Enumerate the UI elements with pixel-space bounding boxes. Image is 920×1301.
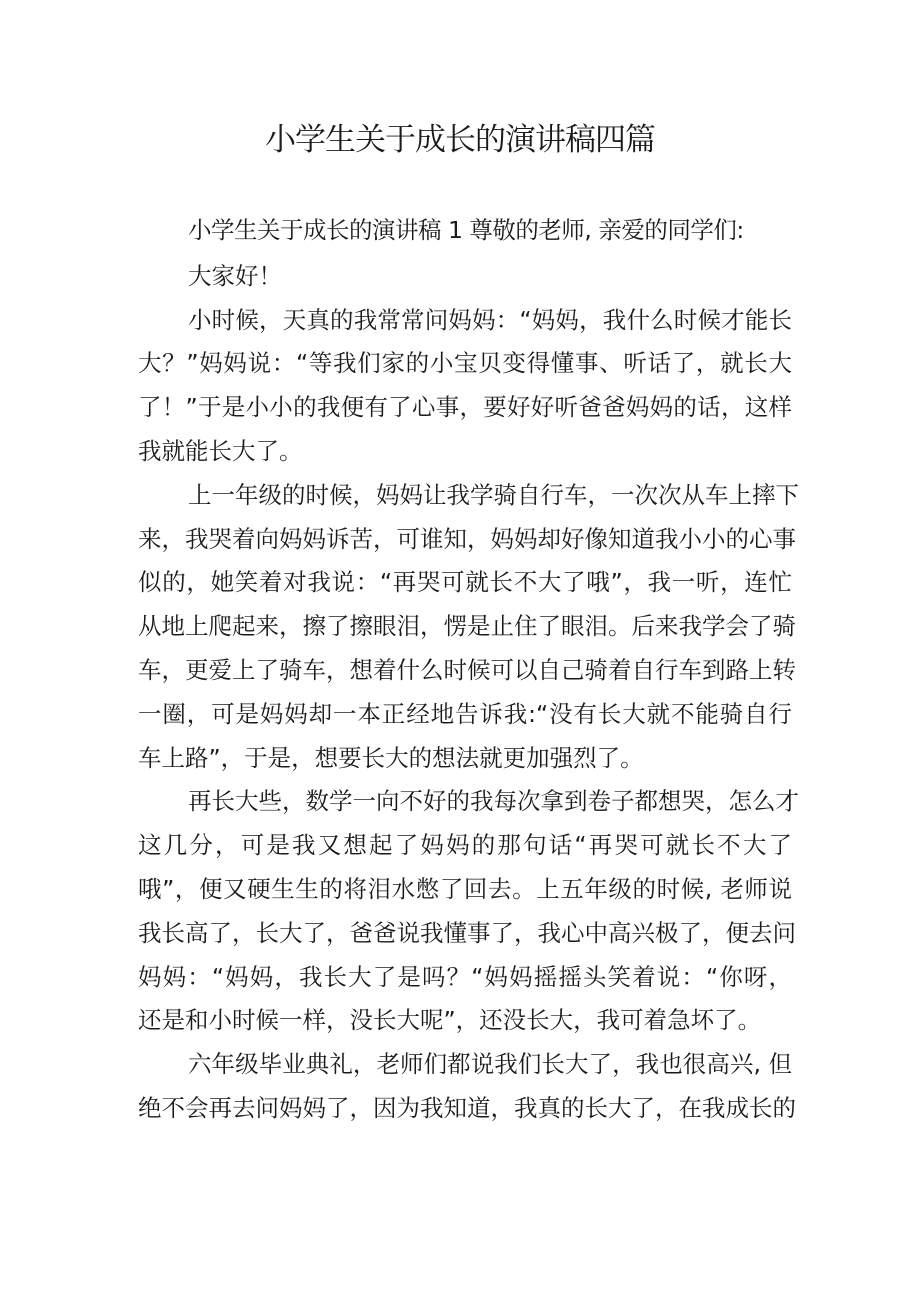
text-line: 小时候，天真的我常常问妈妈：“妈妈，我什么时候才能长 <box>188 305 792 334</box>
paragraph-hello <box>138 255 792 299</box>
paragraph-math <box>138 780 799 1043</box>
text-line: 我长高了，长大了，爸爸说我懂事了，我心中高兴极了，便去问 <box>138 918 796 947</box>
text-line: 似的，她笑着对我说：“再哭可就长不大了哦”，我一听，连忙 <box>138 568 792 597</box>
text-line: 大？”妈妈说：“等我们家的小宝贝变得懂事、听话了，就长大 <box>138 349 792 378</box>
paragraph-bicycle <box>138 474 799 781</box>
text-line: 六年级毕业典礼，老师们都说我们长大了，我也很高兴, 但 <box>188 1050 792 1079</box>
text-line: 来，我哭着向妈妈诉苦，可谁知，妈妈却好像知道我小小的心事 <box>138 524 796 553</box>
text-line: 绝不会再去问妈妈了，因为我知道，我真的长大了，在我成长的 <box>138 1093 796 1122</box>
paragraph-graduation <box>138 1043 796 1131</box>
text-line: 了！”于是小小的我便有了心事，要好好听爸爸妈妈的话，这样 <box>138 393 792 422</box>
text-line: 我就能长大了。 <box>138 436 303 465</box>
text-line: 从地上爬起来，擦了擦眼泪，愣是止住了眼泪。后来我学会了骑 <box>138 612 796 641</box>
text-line: 再长大些，数学一向不好的我每次拿到卷子都想哭，怎么才 <box>188 787 799 816</box>
text-line: 大家好！ <box>188 261 282 290</box>
paragraph-childhood <box>138 299 792 474</box>
text-line: 这几分，可是我又想起了妈妈的那句话“再哭可就长不大了 <box>138 831 792 860</box>
text-line: 车上路”，于是，想要长大的想法就更加强烈了。 <box>138 743 644 772</box>
text-line: 小学生关于成长的演讲稿 1 尊敬的老师, 亲爱的同学们: <box>188 216 744 244</box>
paragraph-greeting-heading <box>138 209 792 253</box>
text-line: 还是和小时候一样，没长大呢”，还没长大，我可着急坏了。 <box>138 1006 762 1035</box>
text-line: 车，更爱上了骑车，想着什么时候可以自己骑着自行车到路上转 <box>138 655 796 684</box>
text-line: 上一年级的时候，妈妈让我学骑自行车，一次次从车上摔下 <box>188 480 799 509</box>
text-line: 哦”，便又硬生生的将泪水憋了回去。上五年级的时候, 老师说 <box>138 874 792 903</box>
text-line: 妈妈：“妈妈，我长大了是吗？“妈妈摇摇头笑着说：“你呀， <box>138 962 792 991</box>
document-body <box>138 209 799 1131</box>
document-title: 小学生关于成长的演讲稿四篇 <box>265 122 655 158</box>
text-line: 一圈，可是妈妈却一本正经地告诉我:“没有长大就不能骑自行 <box>138 699 792 728</box>
